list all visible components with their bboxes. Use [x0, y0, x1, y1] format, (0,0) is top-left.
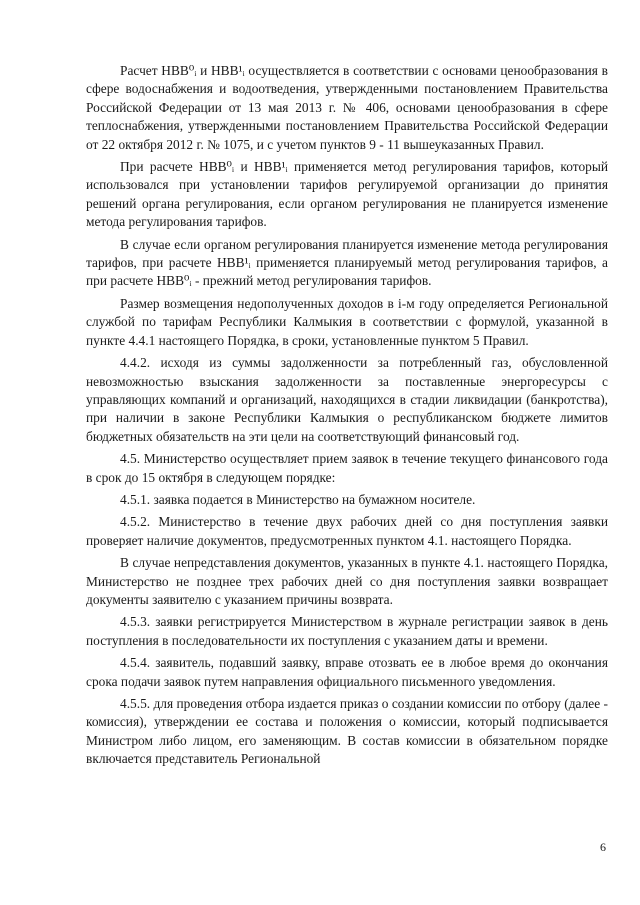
paragraph-nvv-calculation: Расчет НВВ⁰ᵢ и НВВ¹ᵢ осуществляется в соответствии с основами ценообразования в сфере водоснабжения и водоотведения, утвержденными постановлением Правительства Российской Федерации от 13 мая 2013 г. № 406, основами ценообразования в сфере теплоснабжения, утвержденными постановлением Правительства Российской Федерации от 22 октября 2012 г. № 1075, и с учетом пунктов 9 - 11 вышеуказанных Правил. — [86, 63, 608, 152]
paragraph-4-4-2: 4.4.2. исходя из суммы задолженности за потребленный газ, обусловленной невозможностью взыскания задолженности за поставленные энергоресурсы с управляющих компаний и организаций, находящихся в стадии ликвидации (банкротства), при наличии в законе Республики Калмыкия о республиканском бюджете лимитов бюджетных обязательств на эти цели на соответствующий финансовый год. — [86, 355, 608, 444]
paragraph-4-5-5: 4.5.5. для проведения отбора издается приказ о создании комиссии по отбору (далее - комиссия), утверждении ее состава и положения о комиссии, который подписывается Министром либо лицом, его заменяющим. В состав комиссии в обязательном порядке включается представитель Региональной — [86, 696, 608, 767]
paragraph-compensation-size: Размер возмещения недополученных доходов в i-м году определяется Региональной службой по тарифам Республики Калмыкия в соответствии с формулой, указанной в пункте 4.4.1 настоящего Порядка, в сроки, установленные пунктом 5 Правил. — [86, 295, 608, 348]
paragraph-documents-return: В случае непредставления документов, указанных в пункте 4.1. настоящего Порядка, Министерство не позднее трех рабочих дней со дня поступления заявки возвращает документы заявителю с указанием причины возврата. — [86, 555, 608, 607]
paragraph-4-5-4: 4.5.4. заявитель, подавший заявку, вправе отозвать ее в любое время до окончания срока подачи заявок путем направления официального письменного уведомления. — [86, 655, 608, 689]
paragraph-4-5-3: 4.5.3. заявки регистрируется Министерством в журнале регистрации заявок в день поступления в последовательности их поступления с указанием даты и времени. — [86, 614, 608, 648]
page-number: 6 — [600, 840, 606, 854]
document-body — [86, 62, 608, 773]
paragraph-4-5-1: 4.5.1. заявка подается в Министерство на бумажном носителе. — [120, 491, 476, 507]
paragraph-4-5-2: 4.5.2. Министерство в течение двух рабочих дней со дня поступления заявки проверяет наличие документов, предусмотренных пунктом 4.1. настоящего Порядка. — [86, 514, 608, 548]
paragraph-method-applied: При расчете НВВ⁰ᵢ и НВВ¹ᵢ применяется метод регулирования тарифов, который использовался при установлении тарифов регулируемой организации до принятия решений органа регулирования, если органом регулирования не планируется изменение метода регулирования тарифов. — [86, 159, 608, 230]
paragraph-4-5: 4.5. Министерство осуществляет прием заявок в течение текущего финансового года в срок до 15 октября в следующем порядке: — [86, 451, 608, 485]
paragraph-method-change: В случае если органом регулирования планируется изменение метода регулирования тарифов, при расчете НВВ¹ᵢ применяется планируемый метод регулирования тарифов, а при расчете НВВ⁰ᵢ - прежний метод регулирования тарифов. — [86, 236, 608, 289]
